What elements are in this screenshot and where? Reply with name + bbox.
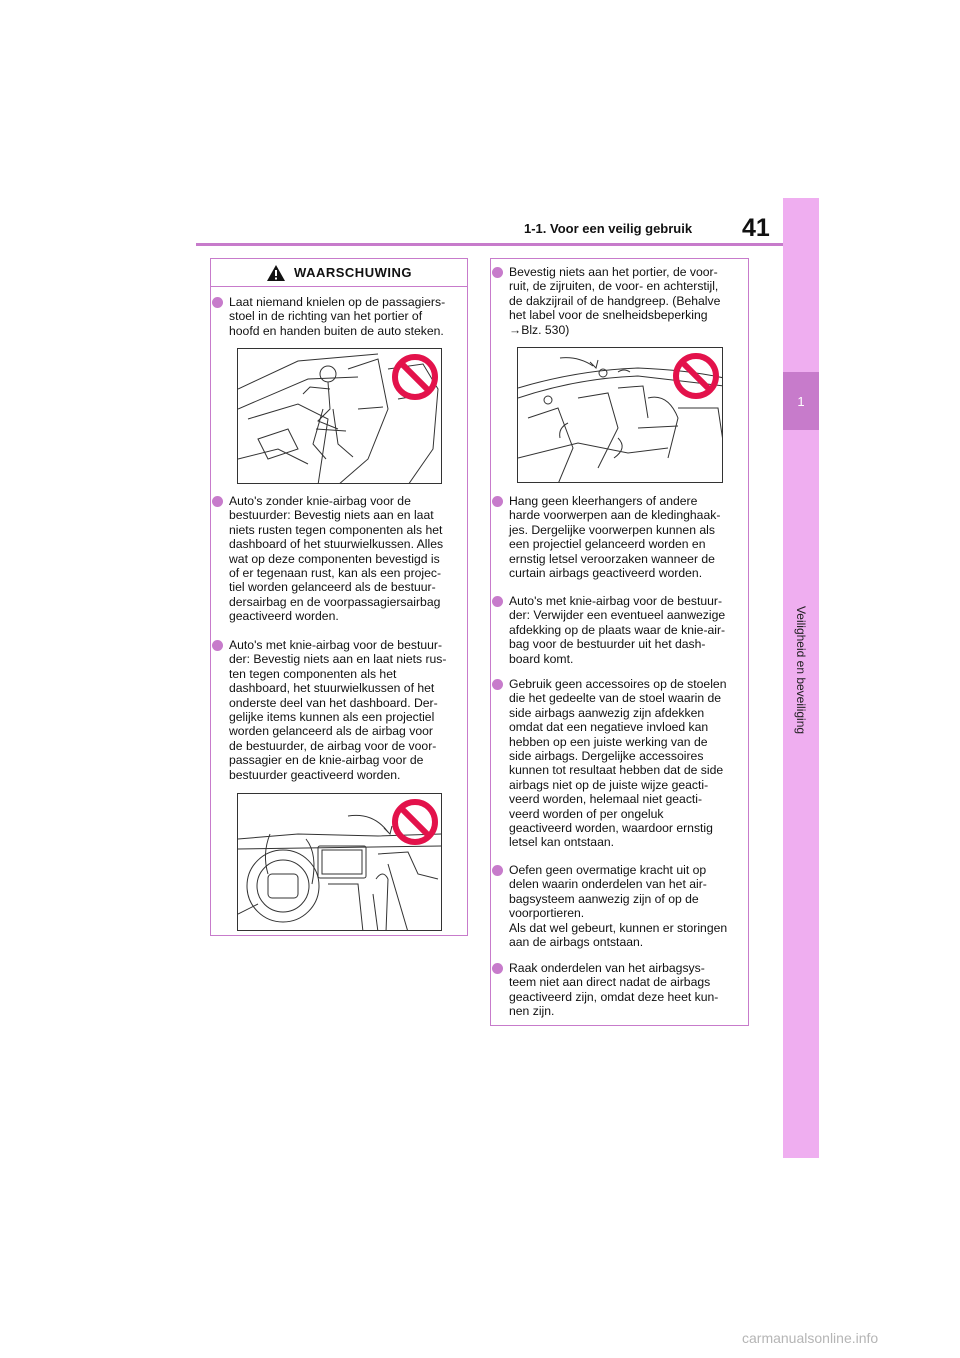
bullet-icon [492,963,503,974]
section-title: 1-1. Voor een veilig gebruik [524,221,693,236]
warning-item-text: Raak onderdelen van het airbagsys- teem niet aan direct nadat de airbags geactiveerd zijn, omdat deze heet kun- nen zijn. [509,961,719,1019]
chapter-title: Veiligheid en beveiliging [794,605,808,735]
prohibition-icon [672,352,720,400]
interior-pillars-illustration [517,347,723,483]
warning-item-text: Auto's zonder knie-airbag voor de bestuurder: Bevestig niets aan en laat niets rusten tegen componenten als het dashboard of het stuurwielkussen. Alles wat op deze componenten bevestigd is of er tegenaan rust, kan als een projec- tiel worden gelanceerd als de bestuur- dersairbag en de voorpassagiersairbag geactiveerd worden. [229,494,444,624]
dashboard-objects-illustration [237,793,442,931]
bullet-icon [212,297,223,308]
prohibition-icon [391,353,439,401]
warning-item [211,295,479,338]
warning-item [491,677,761,850]
warning-item-text: Oefen geen overmatige kracht uit op delen waarin onderdelen van het air- bagsysteem aanwezig zijn of op de voorportieren. Als dat wel gebeurt, kunnen er storingen aan de airbags ontstaan. [509,863,728,950]
page-number: 41 [742,214,770,242]
bullet-icon [492,865,503,876]
prohibition-icon [391,798,439,846]
warning-title: WAARSCHUWING [294,265,412,280]
warning-item [491,594,761,666]
warning-item-text: Hang geen kleerhangers of andere harde voorwerpen aan de kledinghaak- jes. Dergelijke voorwerpen kunnen als een projectiel gelanceerd worden en ernstig letsel veroorzaken wanneer de curtain airbags geactiveerd worden. [509,494,721,581]
warning-triangle-icon [266,264,286,282]
warning-item [491,265,761,337]
bullet-icon [492,679,503,690]
warning-item [211,638,479,782]
warning-item-text: Gebruik geen accessoires op de stoelen die het gedeelte van de stoel waarin de side airbags aanwezig zijn afdekken omdat dat een negatieve invloed kan hebben op een juiste werking van de side airbags. Dergelijke accessoires kunnen tot resultaat hebben dat de side airbags niet op de juiste wijze geacti- veerd worden, helemaal niet geacti- veerd worden of per ongeluk geactiveerd worden, waardoor ernstig letsel kan ontstaan. [509,677,727,850]
chapter-number: 1 [783,372,819,430]
warning-item [491,494,761,580]
warning-item [211,494,479,624]
warning-item-text: Bevestig niets aan het portier, de voor- ruit, de zijruiten, de voor- en achterstijl, de dakzijrail of de handgreep. (Behalve het label voor de snelheidsbeperking →Blz. 530) [509,265,721,337]
warning-item-text: Laat niemand knielen op de passagiers- stoel in de richting van het portier of hoofd en handen buiten de auto steken. [229,295,446,338]
warning-item [491,863,761,949]
kneeling-passenger-illustration [237,348,442,484]
warning-item [491,961,761,1019]
header-rule [196,243,783,246]
warning-header [211,259,467,287]
bullet-icon [492,596,503,607]
bullet-icon [492,496,503,507]
warning-item-text: Auto's met knie-airbag voor de bestuur- der: Verwijder een eventueel aanwezige afdekking op de plaats waar de knie-air- bag voor de bestuurder uit het dash- board komt. [509,594,726,666]
bullet-icon [212,496,223,507]
warning-item-text: Auto's met knie-airbag voor de bestuur- der: Bevestig niets aan en laat niets rus- ten tegen componenten als het dashboard, het stuurwielkussen of het onderste deel van het dashboard. Der- gelijke items kunnen als een projectiel worden gelanceerd als de airbag voor de bestuurder, de airbag voor de voor- passagier en de knie-airbag voor de bestuurder geactiveerd worden. [229,638,447,782]
bullet-icon [212,640,223,651]
watermark: carmanualsonline.info [742,1330,879,1346]
bullet-icon [492,267,503,278]
